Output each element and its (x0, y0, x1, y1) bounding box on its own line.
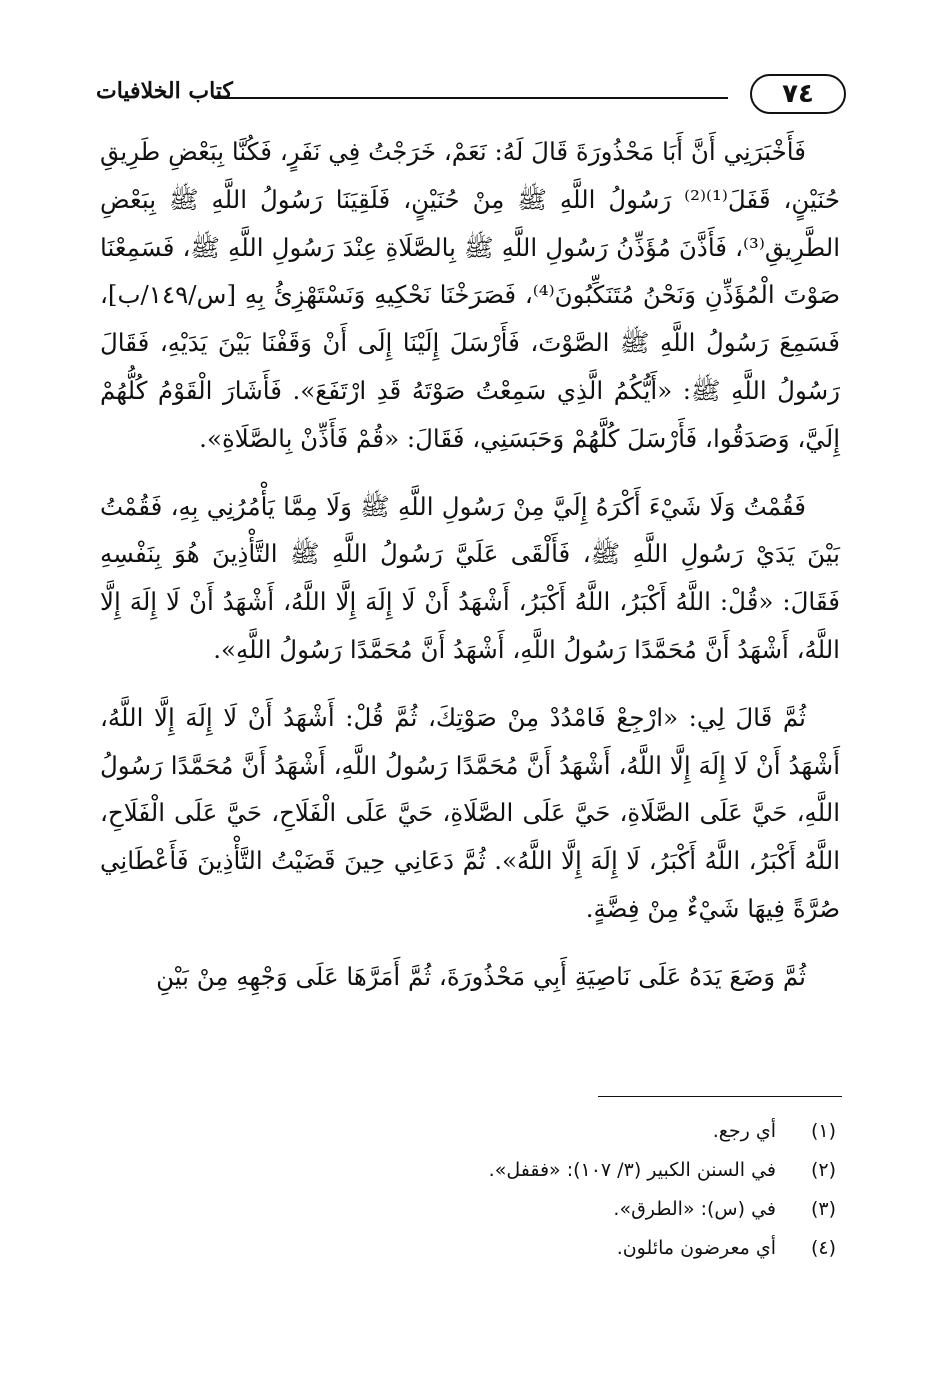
main-text (100, 128, 840, 1001)
footnote-item (100, 1159, 836, 1198)
footnote-text: أي معرضون مائلون. (616, 1237, 776, 1259)
footnote-number: (١) (810, 1120, 836, 1142)
footnote-number: (٤) (810, 1237, 836, 1259)
header-rule (214, 97, 728, 99)
footnote-number: (٢) (810, 1159, 836, 1181)
footnote-item (100, 1237, 836, 1276)
footnote-item (100, 1198, 836, 1237)
footnote-text: أي رجع. (712, 1120, 776, 1142)
paragraph-3: ثُمَّ قَالَ لِي: «ارْجِعْ فَامْدُدْ مِنْ صَوْتِكَ، ثُمَّ قُلْ: أَشْهَدُ أَنْ لَا إِلَهَ إِلَّا اللَّهُ، أَشْهَدُ أَنْ لَا إِلَهَ إِلَّا اللَّهُ، أَشْهَدُ أَنَّ مُحَمَّدًا رَسُولُ اللَّهِ، أَشْهَدُ أَنَّ مُحَمَّدًا رَسُولُ اللَّهِ، حَيَّ عَلَى الصَّلَاةِ، حَيَّ عَلَى الصَّلَاةِ، حَيَّ عَلَى الْفَلَاحِ، حَيَّ عَلَى الْفَلَاحِ، اللَّهُ أَكْبَرُ، اللَّهُ أَكْبَرُ، لَا إِلَهَ إِلَّا اللَّهُ». ثُمَّ دَعَانِي حِينَ قَضَيْتُ التَّأْذِينَ فَأَعْطَانِي صُرَّةً فِيهَا شَيْءٌ مِنْ فِضَّةٍ. (100, 702, 840, 923)
paragraph-2: فَقُمْتُ وَلَا شَيْءَ أَكْرَهُ إِلَيَّ مِنْ رَسُولِ اللَّهِ ﷺ وَلَا مِمَّا يَأْمُرُنِي بِهِ، فَقُمْتُ بَيْنَ يَدَيْ رَسُولِ اللَّهِ ﷺ، فَأَلْقَى عَلَيَّ رَسُولُ اللَّهِ ﷺ التَّأْذِينَ هُوَ بِنَفْسِهِ فَقَالَ: «قُلْ: اللَّهُ أَكْبَرُ، اللَّهُ أَكْبَرُ، أَشْهَدُ أَنْ لَا إِلَهَ إِلَّا اللَّهُ، أَشْهَدُ أَنْ لَا إِلَهَ إِلَّا اللَّهُ، أَشْهَدُ أَنَّ مُحَمَّدًا رَسُولُ اللَّهِ، أَشْهَدُ أَنَّ مُحَمَّدًا رَسُولُ اللَّهِ». (100, 491, 840, 664)
footnote-item (100, 1120, 836, 1159)
footnotes (100, 1120, 836, 1276)
page-number-badge: ٧٤ (750, 74, 846, 114)
footnote-number: (٣) (810, 1198, 836, 1220)
book-title: كتاب الخلافيات (96, 78, 233, 104)
paragraph-4: ثُمَّ وَضَعَ يَدَهُ عَلَى نَاصِيَةِ أَبِي مَحْذُورَةَ، ثُمَّ أَمَرَّهَا عَلَى وَجْهِهِ مِنْ بَيْنِ (156, 961, 806, 991)
paragraph-1: فَأَخْبَرَنِي أَنَّ أَبَا مَحْذُورَةَ قَالَ لَهُ: نَعَمْ، خَرَجْتُ فِي نَفَرٍ، فَكُنَّا بِبَعْضِ طَرِيقِ حُنَيْنٍ، قَفَلَ⁽¹⁾⁽²⁾ رَسُولُ اللَّهِ ﷺ مِنْ حُنَيْنٍ، فَلَقِيَنَا رَسُولُ اللَّهِ ﷺ بِبَعْضِ الطَّرِيقِ⁽³⁾، فَأَذَّنَ مُؤَذِّنُ رَسُولِ اللَّهِ ﷺ بِالصَّلَاةِ عِنْدَ رَسُولِ اللَّهِ ﷺ، فَسَمِعْنَا صَوْتَ الْمُؤَذِّنِ وَنَحْنُ مُتَنَكِّبُونَ⁽⁴⁾، فَصَرَخْنَا نَحْكِيهِ وَنَسْتَهْزِئُ بِهِ [س/١٤٩/ب]، فَسَمِعَ رَسُولُ اللَّهِ ﷺ الصَّوْتَ، فَأَرْسَلَ إِلَيْنَا إِلَى أَنْ وَقَفْنَا بَيْنَ يَدَيْهِ، فَقَالَ رَسُولُ اللَّهِ ﷺ: «أَيُّكُمُ الَّذِي سَمِعْتُ صَوْتَهُ قَدِ ارْتَفَعَ». فَأَشَارَ الْقَوْمُ كُلُّهُمْ إِلَيَّ، وَصَدَقُوا، فَأَرْسَلَ كُلَّهُمْ وَحَبَسَنِي، فَقَالَ: «قُمْ فَأَذِّنْ بِالصَّلَاةِ». (100, 137, 840, 453)
footnote-divider (598, 1096, 842, 1097)
page-header (96, 72, 846, 128)
footnote-text: في السنن الكبير (٣/ ١٠٧): «فقفل». (488, 1159, 776, 1181)
footnote-text: في (س): «الطرق». (613, 1198, 776, 1220)
